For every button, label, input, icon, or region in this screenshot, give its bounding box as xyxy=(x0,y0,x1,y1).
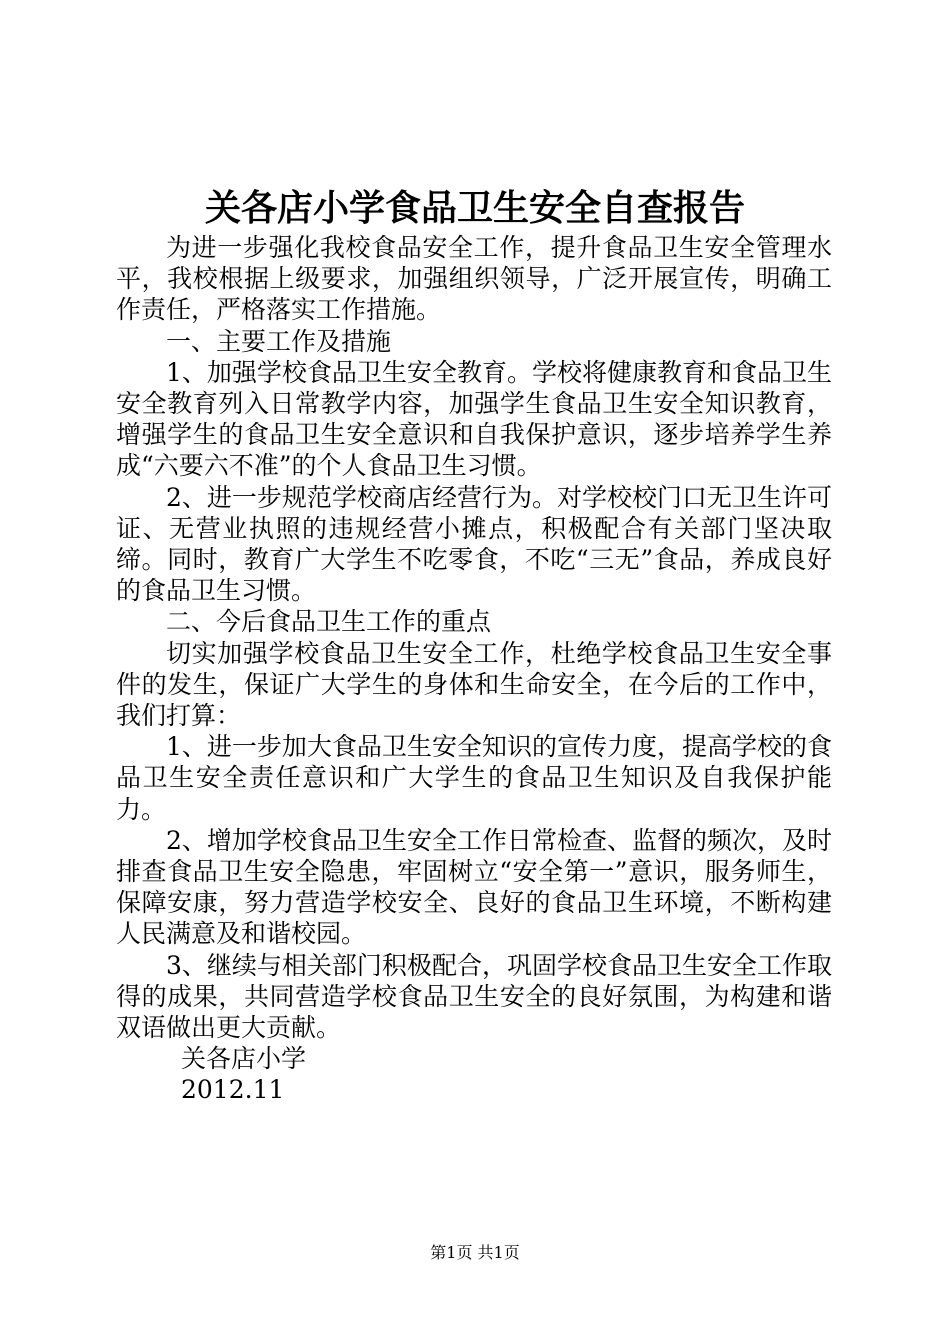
document-title: 关各店小学食品卫生安全自查报告 xyxy=(204,187,745,229)
signature: 关各店小学 xyxy=(181,1044,307,1074)
paragraph-item-2-2: 2、增加学校食品卫生安全工作日常检查、监督的频次，及时排查食品卫生安全隐患，牢固树立“安全第一”意识，服务师生，保障安康，努力营造学校安全、良好的食品卫生环境，不断构建人民满意及和谐校园。 xyxy=(116,825,832,949)
date: 2012.11 xyxy=(181,1075,285,1105)
section-2-intro-paragraph: 切实加强学校食品卫生安全工作，杜绝学校食品卫生安全事件的发生，保证广大学生的身体和生命安全，在今后的工作中，我们打算： xyxy=(116,638,832,731)
section-heading-1: 一、主要工作及措施 xyxy=(166,326,392,356)
paragraph-item-1-1: 1、加强学校食品卫生安全教育。学校将健康教育和食品卫生安全教育列入日常教学内容，加强学生食品卫生安全知识教育，增强学生的食品卫生安全意识和自我保护意识，逐步培养学生养成“六要六不准”的个人食品卫生习惯。 xyxy=(116,357,832,481)
paragraph-item-1-2: 2、进一步规范学校商店经营行为。对学校校门口无卫生许可证、无营业执照的违规经营小摊点，积极配合有关部门坚决取缔。同时，教育广大学生不吃零食，不吃“三无”食品，养成良好的食品卫生习惯。 xyxy=(116,482,832,606)
paragraph-item-2-3: 3、继续与相关部门积极配合，巩固学校食品卫生安全工作取得的成果，共同营造学校食品卫生安全的良好氛围，为构建和谐双语做出更大贡献。 xyxy=(116,950,832,1043)
page-footer: 第1页 共1页 xyxy=(430,1243,520,1262)
intro-paragraph: 为进一步强化我校食品安全工作，提升食品卫生安全管理水平，我校根据上级要求，加强组织领导，广泛开展宣传，明确工作责任，严格落实工作措施。 xyxy=(116,233,832,325)
document-body xyxy=(116,232,832,1106)
paragraph-item-2-1: 1、进一步加大食品卫生安全知识的宣传力度，提高学校的食品卫生安全责任意识和广大学生的食品卫生知识及自我保护能力。 xyxy=(116,732,832,824)
section-heading-2: 二、今后食品卫生工作的重点 xyxy=(166,607,492,637)
